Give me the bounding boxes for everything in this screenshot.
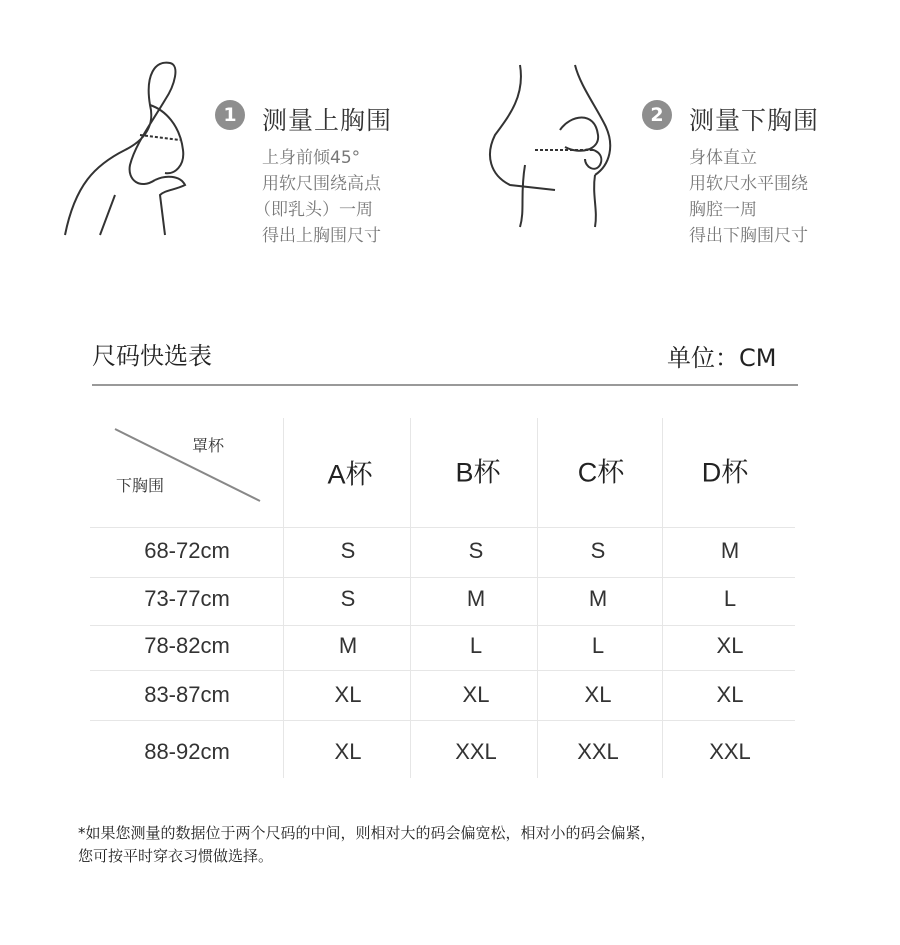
row-label: 73-77cm [144,586,230,611]
row-divider [90,670,795,671]
step-2-instructions [689,145,808,249]
size-cell: M [588,586,608,611]
size-chart-title: 尺码快选表 [92,342,212,370]
row-label: 78-82cm [144,633,230,658]
column-divider [283,418,284,778]
row-label: 68-72cm [144,538,230,563]
step-1-badge: 1 [215,100,245,130]
step-1-line: 得出上胸围尺寸 [262,226,381,246]
unit-label: 单位：CM [667,344,777,372]
step-2-badge: 2 [642,100,672,130]
size-cell: S [340,586,356,611]
size-cell: L [469,633,483,658]
size-cell: XXL [455,739,497,764]
column-divider [662,418,663,778]
step-2-line: 身体直立 [689,148,757,168]
step-1-line: 用软尺围绕高点 [262,174,381,194]
step-2-line: 用软尺水平围绕 [689,174,808,194]
size-cell: XL [716,633,744,658]
row-divider [90,527,795,528]
size-cell: XL [334,739,362,764]
size-cell: XXL [577,739,619,764]
size-cell: M [720,538,740,563]
size-cell: M [466,586,486,611]
column-divider [410,418,411,778]
size-cell: S [590,538,606,563]
size-cell: L [723,586,737,611]
step-2-line: 胸腔一周 [689,200,757,220]
column-header-d: D杯 [701,457,749,488]
upright-measure-illustration [480,55,640,230]
column-divider [537,418,538,778]
step-1-line: 上身前倾45° [262,148,361,168]
column-header-a: A杯 [327,459,373,490]
column-header-c: C杯 [577,457,625,488]
note-line: 您可按平时穿衣习惯做选择。 [78,847,274,865]
step-2-title: 测量下胸围 [689,106,820,135]
size-cell: L [591,633,605,658]
corner-cup-label: 罩杯 [192,436,225,455]
size-cell: XXL [709,739,751,764]
row-label: 88-92cm [144,739,230,764]
step-2-line: 得出下胸围尺寸 [689,226,808,246]
step-1-line: （即乳头）一周 [254,200,373,220]
step-1-title: 测量上胸围 [262,106,393,135]
size-cell: S [340,538,356,563]
size-note [78,822,656,868]
size-cell: S [468,538,484,563]
row-label: 83-87cm [144,682,230,707]
row-divider [90,720,795,721]
note-line: *如果您测量的数据位于两个尺码的中间，则相对大的码会偏宽松，相对小的码会偏紧， [78,824,656,842]
size-cell: XL [334,682,362,707]
size-cell: XL [584,682,612,707]
size-cell: XL [716,682,744,707]
size-cell: XL [462,682,490,707]
size-cell: M [338,633,358,658]
row-divider [90,577,795,578]
step-1-instructions [254,145,381,249]
column-header-b: B杯 [455,457,501,488]
title-divider [92,384,798,386]
row-divider [90,625,795,626]
corner-underbust-label: 下胸围 [116,476,165,495]
lean-forward-measure-illustration [55,55,205,245]
